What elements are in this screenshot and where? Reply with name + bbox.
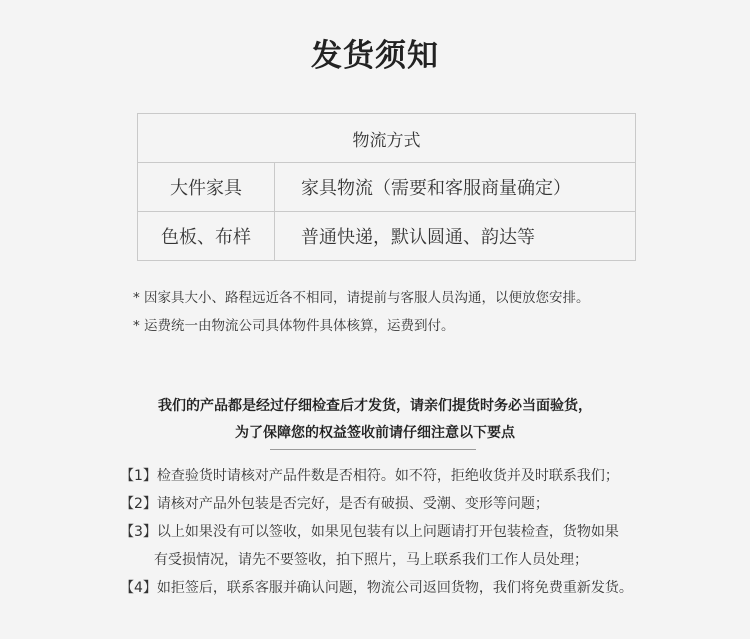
shipping-method-table <box>137 113 636 261</box>
table-header-row <box>138 114 636 163</box>
notes-section <box>133 284 733 340</box>
table-header-cell: 物流方式 <box>138 114 636 163</box>
shipping-method-cell: 家具物流（需要和客服商量确定） <box>275 163 636 212</box>
page-title: 发货须知 <box>311 38 439 74</box>
step-item: 【2】请核对产品外包装是否完好，是否有破损、受潮、变形等问题； <box>120 496 549 512</box>
item-type-cell: 色板、布样 <box>138 212 275 261</box>
inspection-line: 为了保障您的权益签收前请仔细注意以下要点 <box>235 425 515 441</box>
table-row <box>138 163 636 212</box>
inspection-steps <box>120 462 740 602</box>
divider <box>270 449 476 450</box>
step-item: 【3】以上如果没有可以签收，如果见包装有以上问题请打开包装检查，货物如果 <box>120 524 619 540</box>
step-item-continuation: 有受损情况，请先不要签收，拍下照片，马上联系我们工作人员处理； <box>154 552 588 568</box>
item-type-cell: 大件家具 <box>138 163 275 212</box>
step-item: 【4】如拒签后，联系客服并确认问题，物流公司返回货物，我们将免费重新发货。 <box>120 580 633 596</box>
step-item: 【1】检查验货时请核对产品件数是否相符。如不符，拒绝收货并及时联系我们； <box>120 468 619 484</box>
shipping-method-cell: 普通快递，默认圆通、韵达等 <box>275 212 636 261</box>
note-item: * 因家具大小、路程远近各不相同，请提前与客服人员沟通，以便放您安排。 <box>133 290 590 306</box>
inspection-line: 我们的产品都是经过仔细检查后才发货，请亲们提货时务必当面验货， <box>158 398 592 414</box>
table-row <box>138 212 636 261</box>
note-item: * 运费统一由物流公司具体物件具体核算，运费到付。 <box>133 318 455 334</box>
inspection-notice <box>0 393 750 447</box>
